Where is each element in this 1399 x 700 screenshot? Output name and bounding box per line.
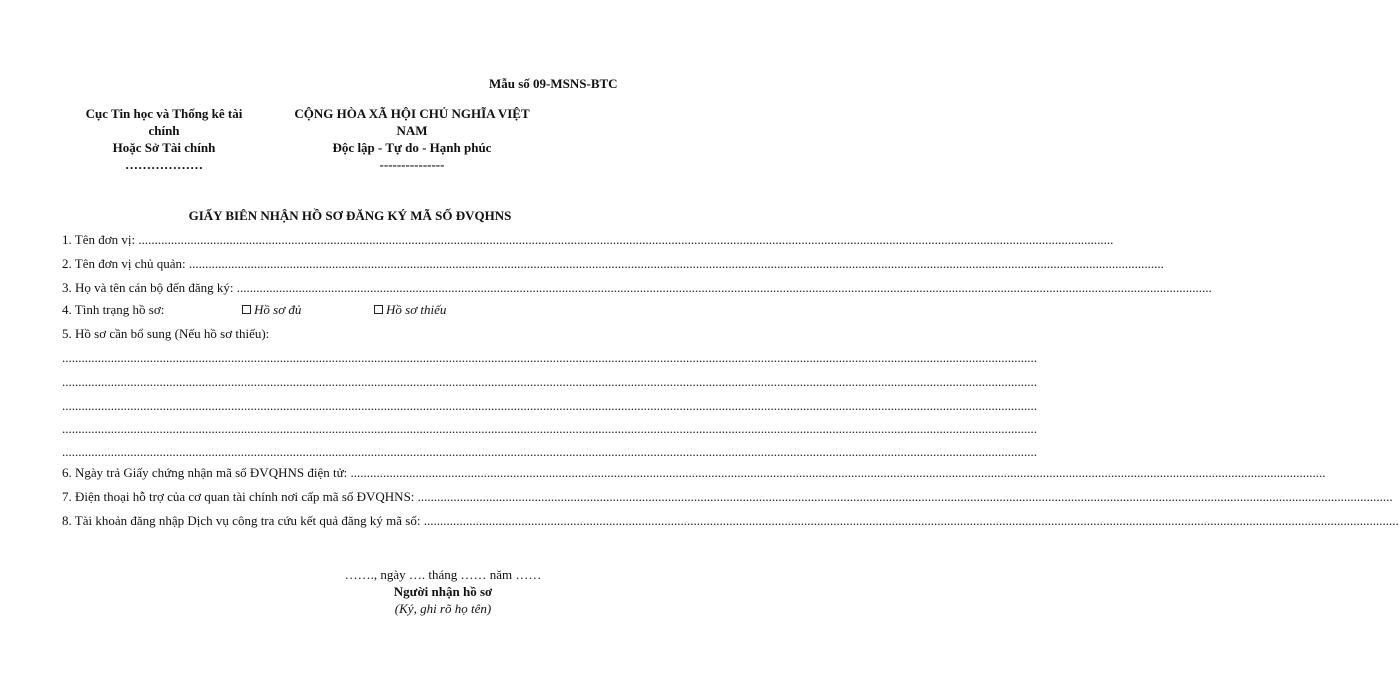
option-label: Hồ sơ thiếu bbox=[386, 302, 447, 317]
field-unit-name bbox=[62, 232, 1114, 247]
agency-line-1: Cục Tin học và Thống kê tài bbox=[85, 106, 243, 121]
fill-in-dots: ............................................................................................................................................................................................................................................................................................................ bbox=[62, 444, 1037, 459]
field-parent-unit bbox=[62, 256, 1164, 271]
field-label: 5. Hồ sơ cần bổ sung (Nếu hồ sơ thiếu): bbox=[62, 326, 270, 341]
field-label: 4. Tình trạng hồ sơ: bbox=[62, 302, 165, 317]
fill-in-dots: ............................................................................................................................................................................................................................................................................................................ bbox=[417, 489, 1393, 504]
blank-line bbox=[62, 350, 1037, 365]
checkbox-icon[interactable] bbox=[242, 305, 251, 314]
agency-line-3: Hoặc Sở Tài chính bbox=[112, 140, 216, 155]
field-login-account bbox=[62, 513, 1399, 528]
signature-note: (Ký, ghi rõ họ tên) bbox=[394, 601, 492, 616]
fill-in-dots: ............................................................................................................................................................................................................................................................................................................ bbox=[188, 256, 1164, 271]
fill-in-dots: ............................................................................................................................................................................................................................................................................................................ bbox=[423, 513, 1399, 528]
field-label: 3. Họ và tên cán bộ đến đăng ký: bbox=[62, 280, 237, 295]
checkbox-icon[interactable] bbox=[374, 305, 383, 314]
form-number: Mẫu số 09-MSNS-BTC bbox=[489, 76, 618, 91]
field-label: 7. Điện thoại hỗ trợ của cơ quan tài chính nơi cấp mã số ĐVQHNS: bbox=[62, 489, 418, 504]
national-header bbox=[276, 105, 548, 173]
national-line-1: CỘNG HÒA XÃ HỘI CHỦ NGHĨA VIỆT bbox=[294, 106, 530, 121]
field-dossier-status bbox=[62, 302, 164, 318]
fill-in-dots: ............................................................................................................................................................................................................................................................................................................ bbox=[62, 398, 1037, 413]
option-complete[interactable] bbox=[242, 302, 301, 318]
option-incomplete[interactable] bbox=[374, 302, 446, 318]
blank-line bbox=[62, 444, 1037, 459]
field-registrant-name bbox=[62, 280, 1212, 295]
document-title: GIẤY BIÊN NHẬN HỒ SƠ ĐĂNG KÝ MÃ SỐ ĐVQHNS bbox=[188, 208, 512, 223]
receiver-title: Người nhận hồ sơ bbox=[393, 584, 493, 599]
fill-in-dots: ............................................................................................................................................................................................................................................................................................................ bbox=[236, 280, 1212, 295]
field-label: 8. Tài khoản đăng nhập Dịch vụ công tra cứu kết quả đăng ký mã số: bbox=[62, 513, 424, 528]
fill-in-dots: ............................................................................................................................................................................................................................................................................................................ bbox=[138, 232, 1114, 247]
fill-in-dots: ............................................................................................................................................................................................................................................................................................................ bbox=[62, 374, 1037, 389]
option-label: Hồ sơ đủ bbox=[254, 302, 302, 317]
field-return-date bbox=[62, 465, 1326, 480]
fill-in-dots: ............................................................................................................................................................................................................................................................................................................ bbox=[350, 465, 1326, 480]
field-label: 1. Tên đơn vị: bbox=[62, 232, 139, 247]
date-line: ……., ngày …. tháng …… năm …… bbox=[344, 567, 542, 582]
fill-in-dots: ............................................................................................................................................................................................................................................................................................................ bbox=[62, 421, 1037, 436]
fill-in-dots: ............................................................................................................................................................................................................................................................................................................ bbox=[62, 350, 1037, 365]
national-line-2: NAM bbox=[396, 123, 428, 138]
blank-line bbox=[62, 398, 1037, 413]
field-supplement bbox=[62, 326, 269, 342]
motto: Độc lập - Tự do - Hạnh phúc bbox=[332, 140, 492, 155]
motto-underline: --------------- bbox=[379, 157, 445, 172]
agency-line-2: chính bbox=[148, 123, 180, 138]
field-support-phone bbox=[62, 489, 1393, 504]
field-label: 6. Ngày trả Giấy chứng nhận mã số ĐVQHNS điện tử: bbox=[62, 465, 351, 480]
agency-line-4: ……………… bbox=[125, 157, 203, 172]
blank-line bbox=[62, 421, 1037, 436]
issuing-agency-header bbox=[70, 105, 258, 173]
signature-block bbox=[330, 566, 556, 617]
field-label: 2. Tên đơn vị chủ quản: bbox=[62, 256, 189, 271]
blank-line bbox=[62, 374, 1037, 389]
